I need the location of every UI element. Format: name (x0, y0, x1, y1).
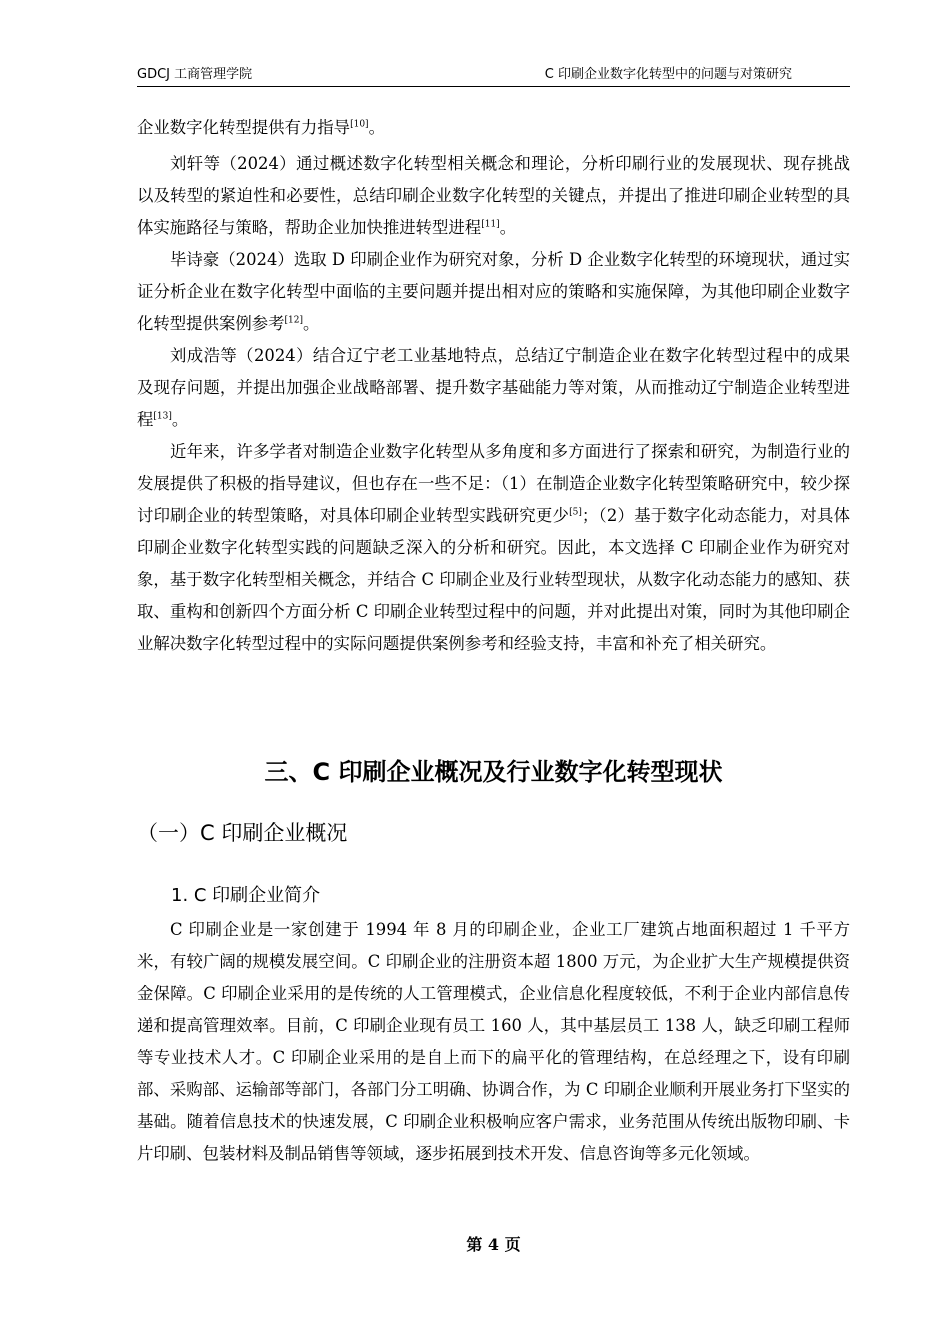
citation: [13] (153, 411, 172, 422)
citation: [10] (350, 119, 369, 130)
page-header (137, 66, 850, 87)
paragraph-company-intro: C 印刷企业是一家创建于 1994 年 8 月的印刷企业，企业工厂建筑占地面积超过 1 千平方米，有较广阔的规模发展空间。C 印刷企业的注册资本超 1800 万元，为企业扩大生产规模提供资金保障。C 印刷企业采用的是传统的人工管理模式，企业信息化程度较低，不利于企业内部信息传递和提高管理效率。目前，C 印刷企业现有员工 160 人，其中基层员工 138 人，缺乏印刷工程师等专业技术人才。C 印刷企业采用的是自上而下的扁平化的管理结构，在总经理之下，设有印刷部、采购部、运输部等部门，各部门分工明确、协调合作，为 C 印刷企业顺利开展业务打下坚实的基础。随着信息技术的快速发展，C 印刷企业积极响应客户需求，业务范围从传统出版物印刷、卡片印刷、包装材料及制品销售等领域，逐步拓展到技术开发、信息咨询等多元化领域。 (137, 920, 850, 1163)
page-number: 第 4 页 (466, 1235, 521, 1254)
paragraph-4: 刘成浩等（2024）结合辽宁老工业基地特点，总结辽宁制造企业在数字化转型过程中的成果及现存问题，并提出加强企业战略部署、提升数字基础能力等对策，从而推动辽宁制造企业转型进程[13]。 (137, 346, 850, 429)
paragraph-2: 刘轩等（2024）通过概述数字化转型相关概念和理论，分析印刷行业的发展现状、现存挑战以及转型的紧迫性和必要性，总结印刷企业数字化转型的关键点，并提出了推进印刷企业转型的具体实施路径与策略，帮助企业加快推进转型进程[11]。 (137, 154, 850, 237)
section-heading: 三、C 印刷企业概况及行业数字化转型现状 (264, 758, 723, 786)
header-paper-title: C 印刷企业数字化转型中的问题与对策研究 (544, 67, 792, 82)
paragraph-5: 近年来，许多学者对制造企业数字化转型从多角度和多方面进行了探索和研究，为制造行业的发展提供了积极的指导建议，但也存在一些不足：（1）在制造企业数字化转型策略研究中，较少探讨印刷企业的转型策略，对具体印刷企业转型实践研究更少[5]；（2）基于数字化动态能力，对具体印刷企业数字化转型实践的问题缺乏深入的分析和研究。因此，本文选择 C 印刷企业作为研究对象，基于数字化转型相关概念，并结合 C 印刷企业及行业转型现状，从数字化动态能力的感知、获取、重构和创新四个方面分析 C 印刷企业转型过程中的问题，并对此提出对策，同时为其他印刷企业解决数字化转型过程中的实际问题提供案例参考和经验支持，丰富和补充了相关研究。 (137, 442, 850, 653)
header-institution: GDCJ 工商管理学院 (137, 67, 253, 82)
citation: [11] (481, 219, 500, 230)
citation: [5] (569, 507, 582, 518)
paragraph-1: 企业数字化转型提供有力指导[10]。 (137, 118, 385, 137)
subsection-heading: （一）C 印刷企业概况 (137, 821, 348, 845)
citation: [12] (284, 315, 303, 326)
paragraph-3: 毕诗豪（2024）选取 D 印刷企业作为研究对象，分析 D 企业数字化转型的环境现状，通过实证分析企业在数字化转型中面临的主要问题并提出相对应的策略和实施保障，为其他印刷企业数字化转型提供案例参考[12]。 (137, 250, 850, 333)
subsubsection-heading: 1. C 印刷企业简介 (171, 885, 321, 906)
